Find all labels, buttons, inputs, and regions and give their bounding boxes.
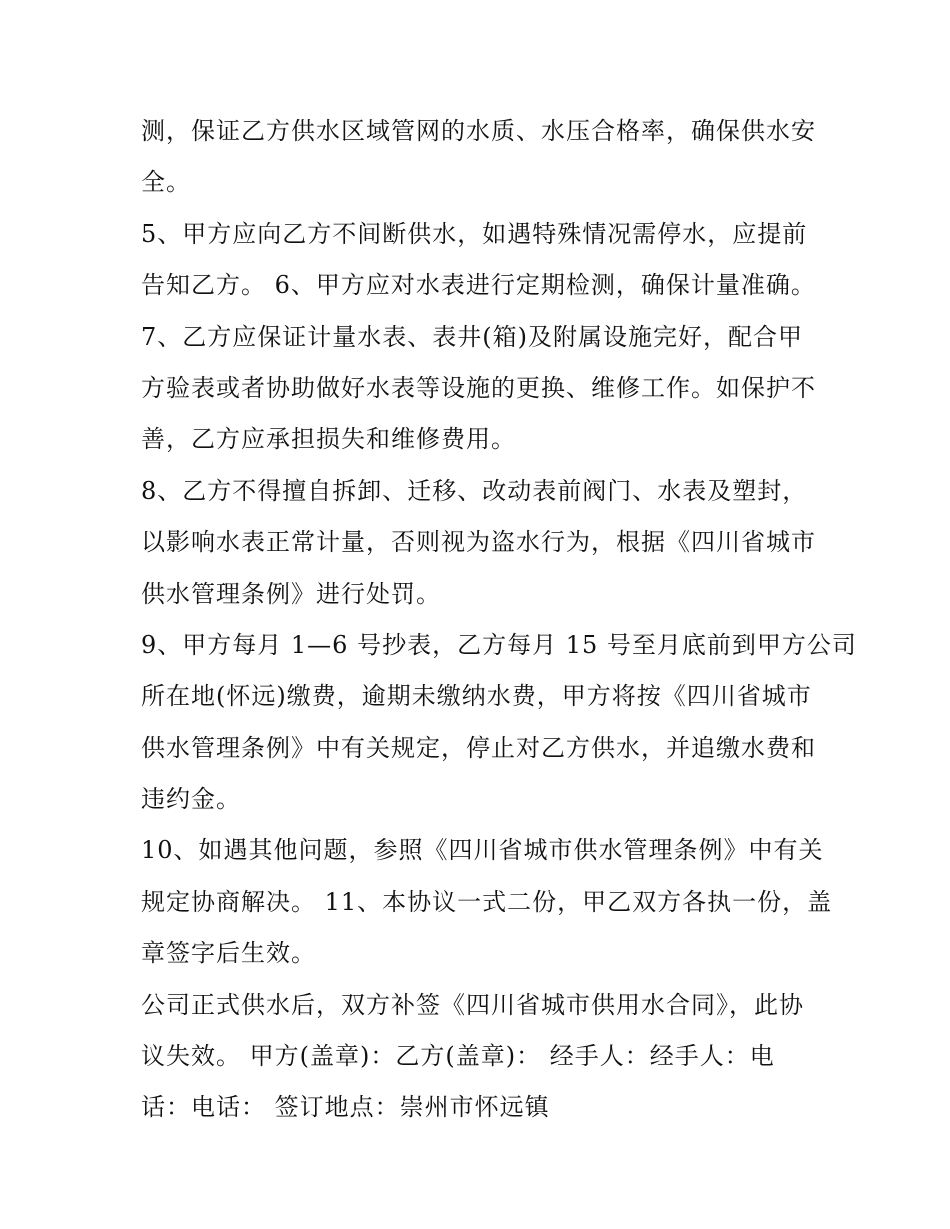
text-line: 9、甲方每月 1—6 号抄表，乙方每月 15 号至月底前到甲方公司 [141, 630, 857, 659]
text-line: 8、乙方不得擅自拆卸、迁移、改动表前阀门、水表及塑封， [141, 476, 808, 505]
text-line: 规定协商解决。 11、本协议一式二份，甲乙双方各执一份，盖 [141, 887, 833, 916]
contract-body [141, 106, 857, 1134]
text-line: 章签字后生效。 [141, 939, 316, 968]
text-line: 善，乙方应承担损失和维修费用。 [141, 425, 516, 454]
text-line: 违约金。 [141, 785, 241, 814]
text-line: 全。 [141, 168, 191, 197]
text-line: 以影响水表正常计量，否则视为盗水行为，根据《四川省城市 [141, 528, 816, 557]
text-line: 5、甲方应向乙方不间断供水，如遇特殊情况需停水，应提前 [141, 219, 808, 248]
text-line: 7、乙方应保证计量水表、表井(箱)及附属设施完好，配合甲 [141, 322, 803, 351]
text-line: 公司正式供水后，双方补签《四川省城市供用水合同》，此协 [141, 990, 804, 1019]
text-line: 供水管理条例》中有关规定，停止对乙方供水，并追缴水费和 [141, 733, 816, 762]
text-line: 所在地(怀远)缴费，逾期未缴纳水费，甲方将按《四川省城市 [141, 682, 812, 711]
text-line: 告知乙方。 6、甲方应对水表进行定期检测，确保计量准确。 [141, 271, 816, 300]
text-line: 供水管理条例》进行处罚。 [141, 579, 441, 608]
text-line: 议失效。 甲方(盖章)：乙方(盖章)： 经手人：经手人：电 [141, 1042, 775, 1071]
text-line: 10、如遇其他问题，参照《四川省城市供水管理条例》中有关 [141, 836, 824, 865]
text-line: 测，保证乙方供水区域管网的水质、水压合格率，确保供水安 [141, 117, 816, 145]
text-line: 方验表或者协助做好水表等设施的更换、维修工作。如保护不 [141, 373, 816, 402]
text-line: 话：电话： 签订地点：崇州市怀远镇 [141, 1093, 550, 1122]
